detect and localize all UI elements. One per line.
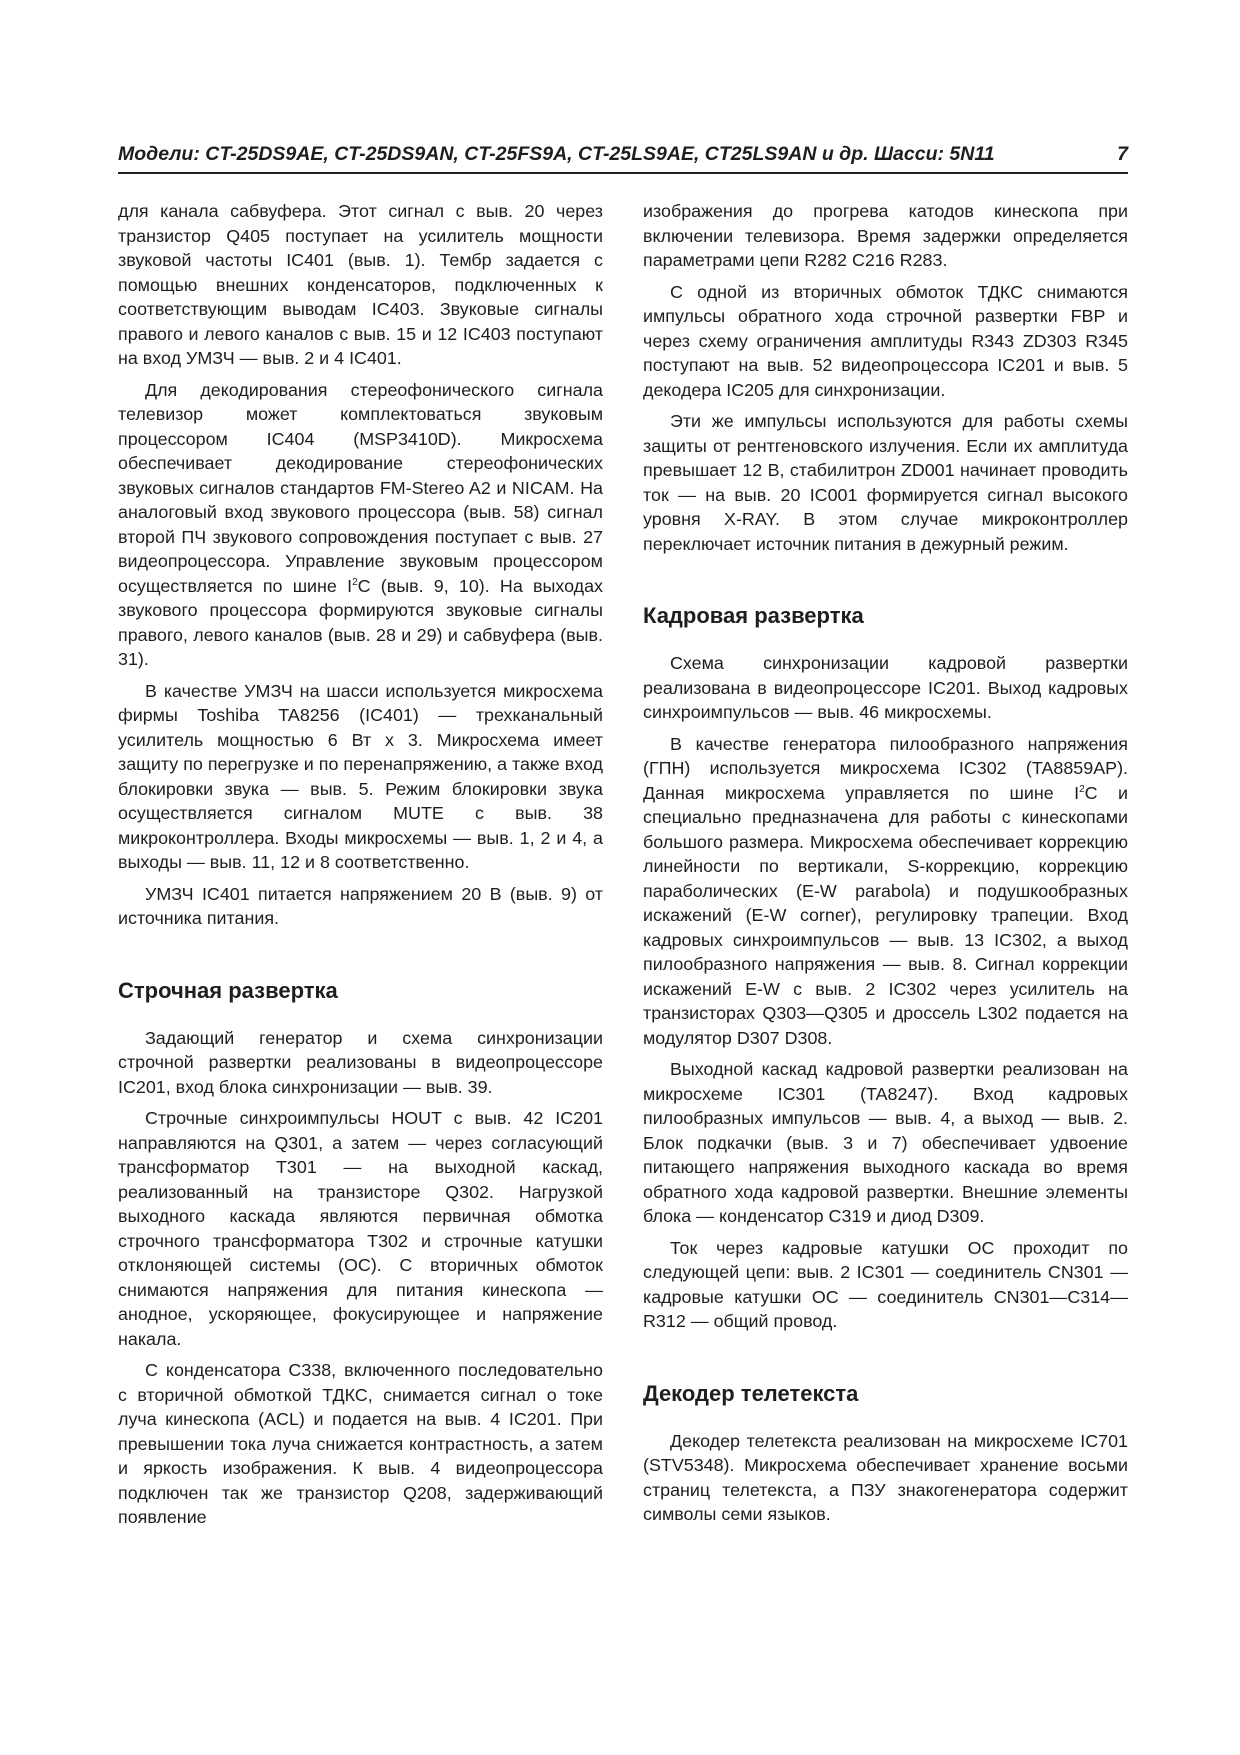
section-heading: Строчная развертка (118, 977, 338, 1003)
paragraph-text: Для декодирования стереофонического сигнала телевизор может комплектоваться звуковым процессором IC404 (MSP3410D). Микросхема обеспечивает декодирование стереофонических звуковых сигналов стандартов FM-Stereo A2 и NICAM. На аналоговый вход звукового процессора (выв. 58) сигнал второй ПЧ звукового сопровождения поступает с выв. 27 видеопроцессора. Управление звуковым процессором осуществляется по шине I (118, 379, 603, 596)
paragraph: Эти же импульсы используются для работы схемы защиты от рентгеновского излучения. Если их амплитуда превышает 12 В, стабилитрон ZD001 начинает проводить ток — на выв. 20 IC001 формируется сигнал высокого уровня X-RAY. В этом случае микроконтроллер переключает источник питания в дежурный режим. (643, 411, 1128, 554)
paragraph: Выходной каскад кадровой развертки реализован на микросхеме IC301 (TA8247). Вход кадровых пилообразных импульсов — выв. 4, а выход — выв. 2. Блок подкачки (выв. 3 и 7) обеспечивает удвоение питающего напряжения выходного каскада во время обратного хода кадровой развертки. Внешние элементы блока — конденсатор C319 и диод D309. (643, 1059, 1128, 1226)
paragraph: Строчные синхроимпульсы HOUT с выв. 42 IC201 направляются на Q301, а затем — через согласующий трансформатор T301 — на выходной каскад, реализованный на транзисторе Q302. Нагрузкой выходного каскада являются первичная обмотка строчного трансформатора T302 и строчные катушки отклоняющей системы (ОС). С вторичных обмоток снимаются напряжения для питания кинескопа — анодное, ускоряющее, фокусирующее и напряжение накала. (118, 1108, 603, 1349)
paragraph: Схема синхронизации кадровой развертки реализована в видеопроцессоре IC201. Выход кадровых синхроимпульсов — выв. 46 микросхемы. (643, 653, 1128, 722)
paragraph: С конденсатора C338, включенного последовательно с вторичной обмоткой ТДКС, снимается сигнал о токе луча кинескопа (ACL) и подается на выв. 4 IC201. При превышении тока луча снижается контрастность, а затем и яркость изображения. К выв. 4 видеопроцессора подключен так же транзистор Q208, задерживающий появление (118, 1360, 603, 1527)
paragraph: С одной из вторичных обмоток ТДКС снимаются импульсы обратного хода строчной развертки FBP и через схему ограничения амплитуды R343 ZD303 R345 поступают на выв. 52 видеопроцессора IC201 и выв. 5 декодера IC205 для синхронизации. (643, 281, 1128, 400)
right-column (643, 199, 1128, 1527)
page-header (118, 142, 1128, 174)
section-heading: Декодер телетекста (643, 1380, 859, 1406)
paragraph: УМЗЧ IC401 питается напряжением 20 В (выв. 9) от источника питания. (118, 883, 603, 928)
paragraph-text: C и специально предназначена для работы с кинескопами большого размера. Микросхема обеспечивает коррекцию линейности по вертикали, S-коррекцию, коррекцию параболических (E-W parabola) и подушкообразных искажений (E-W corner), регулировку трапеции. Вход кадровых синхроимпульсов — выв. 13 IC302, а выход пилообразного напряжения — выв. 8. Сигнал коррекции искажений E-W с выв. 2 IC302 через усилитель на транзисторах Q303—Q305 и дроссель L302 подается на модулятор D307 D308. (643, 782, 1128, 1048)
page-number: 7 (1117, 143, 1128, 165)
superscript: 2 (1079, 783, 1085, 795)
paragraph-text: C (выв. 9, 10). На выходах звукового процессора формируются звуковые сигналы правого, левого каналов (выв. 28 и 29) и сабвуфера (выв. 31). (118, 575, 603, 669)
paragraph: изображения до прогрева катодов кинескопа при включении телевизора. Время задержки определяется параметрами цепи R282 C216 R283. (643, 201, 1128, 270)
paragraph (643, 732, 1128, 1051)
paragraph: Ток через кадровые катушки ОС проходит по следующей цепи: выв. 2 IC301 — соединитель CN301 — кадровые катушки ОС — соединитель CN301—C314—R312 — общий провод. (643, 1237, 1128, 1331)
paragraph: Декодер телетекста реализован на микросхеме IC701 (STV5348). Микросхема обеспечивает хранение восьми страниц телетекста, а ПЗУ знакогенератора содержит символы семи языков. (643, 1430, 1128, 1524)
header-title: Модели: CT-25DS9AE, CT-25DS9AN, CT-25FS9A, CT-25LS9AE, CT25LS9AN и др. Шасси: 5N11 (118, 143, 995, 165)
superscript: 2 (352, 576, 358, 588)
paragraph: В качестве УМЗЧ на шасси используется микросхема фирмы Toshiba TA8256 (IC401) — трехканальный усилитель мощностью 6 Вт x 3. Микросхема имеет защиту по перегрузке и по перенапряжению, а также вход блокировки звука — выв. 5. Режим блокировки звука осуществляется сигналом MUTE с выв. 38 микроконтроллера. Входы микросхемы — выв. 1, 2 и 4, а выходы — выв. 11, 12 и 8 соответственно. (118, 680, 603, 872)
paragraph: для канала сабвуфера. Этот сигнал с выв. 20 через транзистор Q405 поступает на усилитель мощности звуковой частоты IC401 (выв. 1). Тембр задается с помощью внешних конденсаторов, подключенных к соответствующим выводам IC403. Звуковые сигналы правого и левого каналов с выв. 15 и 12 IC403 поступают на вход УМЗЧ — выв. 2 и 4 IC401. (118, 201, 603, 368)
paragraph-text: В качестве генератора пилообразного напряжения (ГПН) используется микросхема IC302 (TA8859AP). Данная микросхема управляется по шине I (643, 733, 1128, 803)
paragraph (118, 378, 603, 672)
section-heading: Кадровая развертка (643, 603, 864, 628)
left-column (118, 199, 603, 1530)
paragraph: Задающий генератор и схема синхронизации строчной развертки реализованы в видеопроцессоре IC201, вход блока синхронизации — выв. 39. (118, 1027, 603, 1097)
